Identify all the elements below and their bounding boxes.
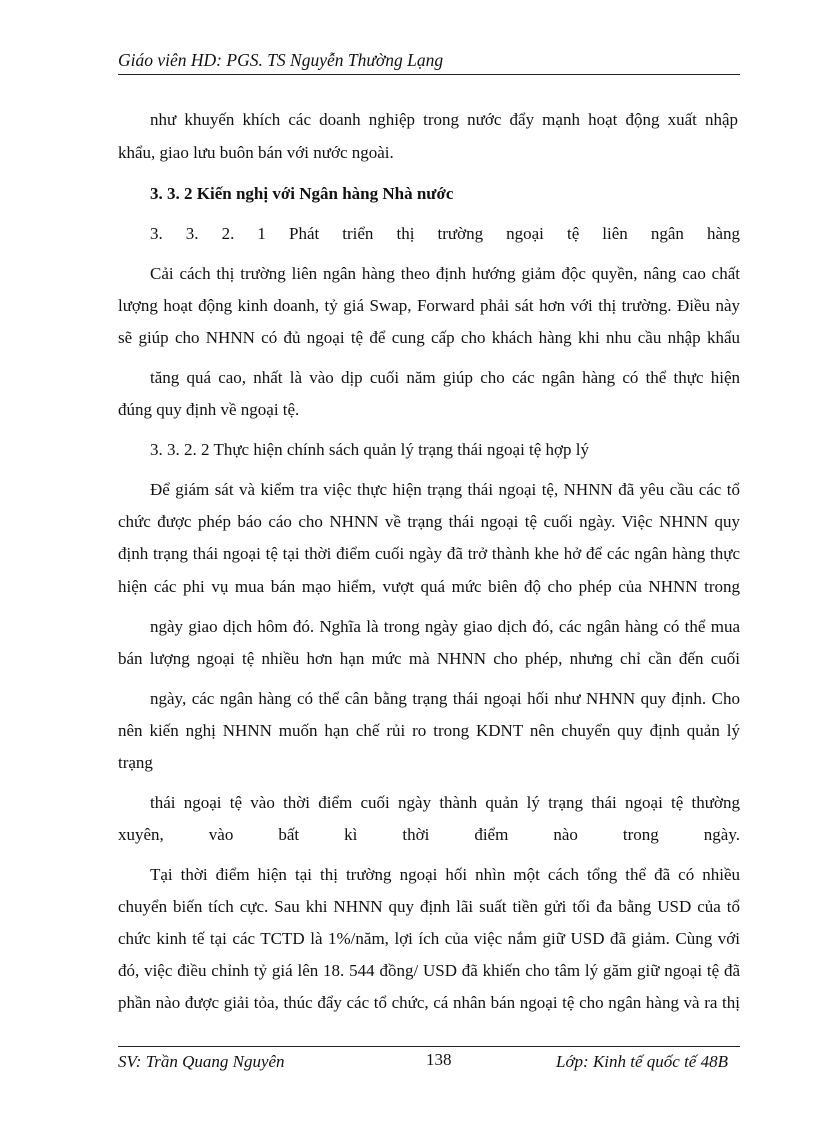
- text-line: trạng: [118, 753, 153, 772]
- page-number: 138: [426, 1050, 452, 1069]
- text-line: chuyển biến tích cực. Sau khi NHNN quy định lãi suất tiền gửi tối đa bằng USD của tổ: [118, 897, 740, 916]
- section-heading: 3. 3. 2 Kiến nghị với Ngân hàng Nhà nước: [150, 184, 454, 203]
- text-line: hiện các phi vụ mua bán mạo hiểm, vượt quá mức biên độ cho phép của NHNN trong: [118, 577, 740, 596]
- footer-divider: [118, 1046, 740, 1047]
- footer-student: SV: Trần Quang Nguyên: [118, 1052, 285, 1071]
- subsection-heading: 3. 3. 2. 1 Phát triển thị trường ngoại tệ liên ngân hàng: [150, 224, 740, 243]
- text-line: chức kinh tế tại các TCTD là 1%/năm, lợi ích của việc nắm giữ USD đã giảm. Cùng với: [118, 929, 740, 948]
- text-line: chức được phép báo cáo cho NHNN về trạng thái ngoại tệ cuối ngày. Việc NHNN quy: [118, 512, 740, 531]
- text-line: định trạng thái ngoại tệ tại thời điểm cuối ngày đã trở thành khe hở để các ngân hàng thực: [118, 544, 740, 563]
- text-line: tăng quá cao, nhất là vào dịp cuối năm giúp cho các ngân hàng có thể thực hiện: [150, 368, 740, 387]
- text-line: đó, việc điều chỉnh tỷ giá lên 18. 544 đồng/ USD đã khiến cho tâm lý găm giữ ngoại tệ đã: [118, 961, 740, 980]
- subsection-heading: 3. 3. 2. 2 Thực hiện chính sách quản lý trạng thái ngoại tệ hợp lý: [150, 440, 590, 459]
- text-line: như khuyến khích các doanh nghiệp trong nước đẩy mạnh hoạt động xuất nhập: [150, 110, 738, 129]
- text-line: phần nào được giải tỏa, thúc đẩy các tổ chức, cá nhân bán ngoại tệ cho ngân hàng và ra thị: [118, 993, 740, 1012]
- text-line: đúng quy định về ngoại tệ.: [118, 400, 300, 419]
- header-teacher: Giáo viên HD: PGS. TS Nguyễn Thường Lạng: [118, 50, 444, 70]
- text-line: ngày, các ngân hàng có thể cân bằng trạng thái ngoại hối như NHNN quy định. Cho: [150, 689, 740, 708]
- text-line: sẽ giúp cho NHNN có đủ ngoại tệ để cung cấp cho khách hàng khi nhu cầu nhập khẩu: [118, 328, 740, 347]
- text-line: khẩu, giao lưu buôn bán với nước ngoài.: [118, 143, 394, 162]
- text-line: ngày giao dịch hôm đó. Nghĩa là trong ngày giao dịch đó, các ngân hàng có thể mua: [150, 617, 740, 636]
- text-line: Tại thời điểm hiện tại thị trường ngoại hối nhìn một cách tổng thể đã có nhiều: [150, 865, 740, 884]
- footer-class: Lớp: Kinh tế quốc tế 48B: [556, 1052, 728, 1071]
- text-line: bán lượng ngoại tệ nhiều hơn hạn mức mà NHNN cho phép, nhưng chỉ cần đến cuối: [118, 649, 740, 668]
- text-line: nên kiến nghị NHNN muốn hạn chế rủi ro trong KDNT nên chuyển quy định quản lý: [118, 721, 740, 740]
- text-line: thái ngoại tệ vào thời điểm cuối ngày thành quản lý trạng thái ngoại tệ thường: [150, 793, 740, 812]
- text-line: xuyên, vào bất kì thời điểm nào trong ngày.: [118, 825, 740, 844]
- text-line: Để giám sát và kiểm tra việc thực hiện trạng thái ngoại tệ, NHNN đã yêu cầu các tổ: [150, 480, 740, 499]
- header-divider: [118, 74, 740, 75]
- text-line: Cải cách thị trường liên ngân hàng theo định hướng giảm độc quyền, nâng cao chất: [150, 264, 740, 283]
- text-line: lượng hoạt động kinh doanh, tỷ giá Swap, Forward phải sát hơn với thị trường. Điều này: [118, 296, 740, 315]
